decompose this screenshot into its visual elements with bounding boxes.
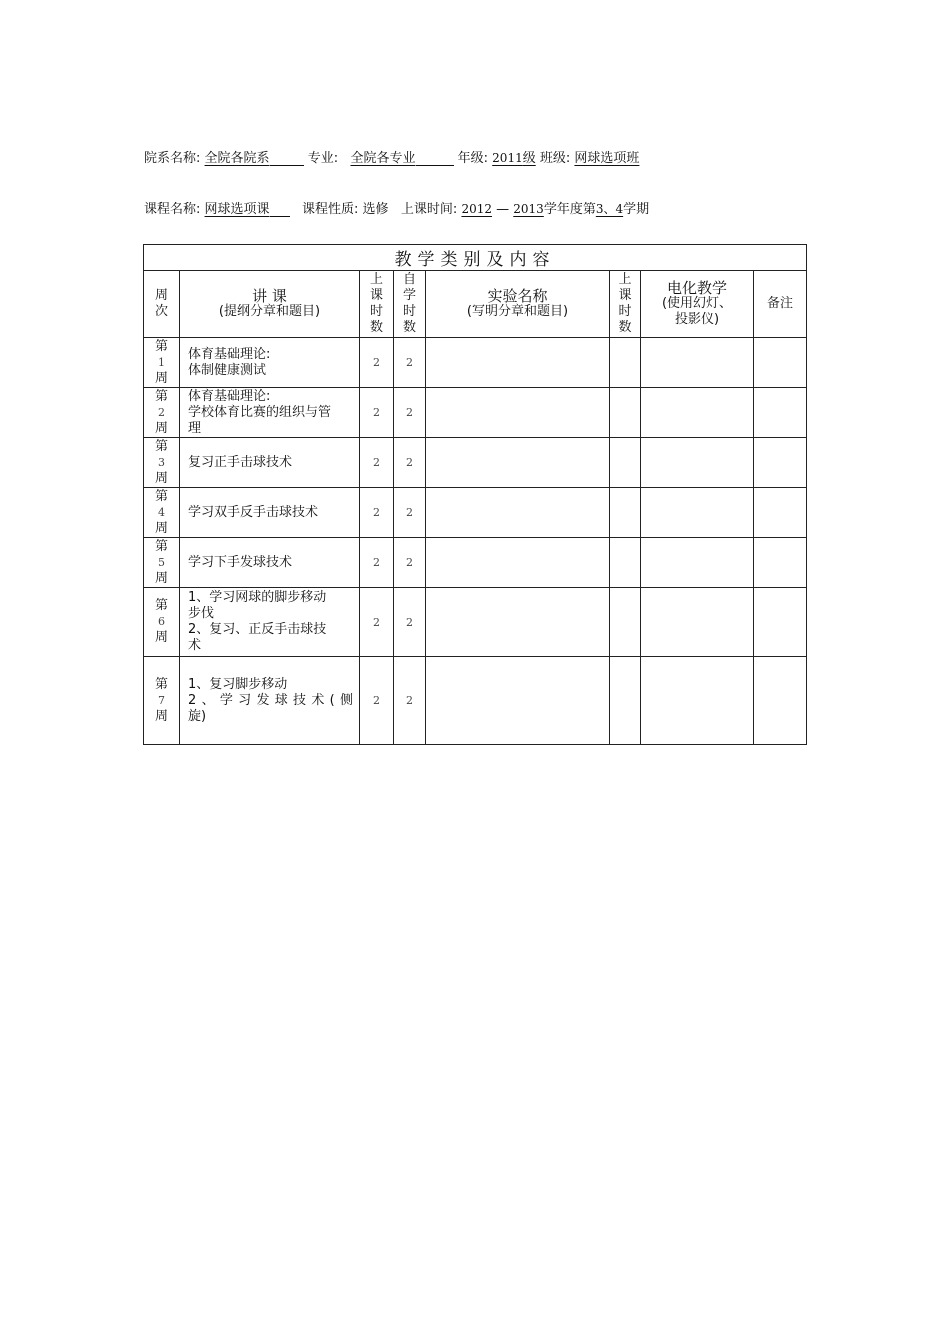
course-value: 网球选项课 — [204, 202, 270, 217]
av-cell — [641, 338, 754, 388]
lecture-cell: 体育基础理论: 学校体育比赛的组织与管 理 — [180, 388, 360, 438]
lab-hours-cell — [610, 657, 641, 745]
week-cell: 第 7 周 — [144, 657, 180, 745]
header-class-hours: 上 课 时 数 — [360, 271, 394, 338]
nature-label: 课程性质: — [301, 202, 359, 217]
notes-cell — [754, 388, 807, 438]
table-row — [144, 488, 807, 538]
class-label: 班级: — [539, 151, 571, 166]
notes-cell — [754, 338, 807, 388]
term-suffix: 学期 — [623, 202, 650, 217]
av-cell — [641, 588, 754, 657]
grade-label: 年级: — [457, 151, 489, 166]
lab-hours-cell — [610, 388, 641, 438]
major-value: 全院各专业 — [350, 151, 416, 166]
self-hours-cell: 2 — [394, 438, 426, 488]
self-hours-cell: 2 — [394, 538, 426, 588]
header-lecture: 讲 课 (提纲分章和题目) — [180, 271, 360, 338]
av-cell — [641, 538, 754, 588]
self-hours-cell: 2 — [394, 588, 426, 657]
lab-hours-cell — [610, 488, 641, 538]
class-hours-cell: 2 — [360, 438, 394, 488]
lab-cell — [426, 538, 610, 588]
av-cell — [641, 657, 754, 745]
week-cell: 第 2 周 — [144, 388, 180, 438]
week-cell: 第 4 周 — [144, 488, 180, 538]
header-line-department — [144, 149, 639, 168]
underline-blank — [270, 202, 290, 217]
self-hours-cell: 2 — [394, 488, 426, 538]
week-cell: 第 3 周 — [144, 438, 180, 488]
header-lab-hours: 上 课 时 数 — [610, 271, 641, 338]
year-start: 2012 — [461, 202, 492, 216]
lecture-cell: 1、复习脚步移动 2、学习发球技术(侧 旋) — [180, 657, 360, 745]
lab-cell — [426, 657, 610, 745]
table-row — [144, 388, 807, 438]
table-row — [144, 588, 807, 657]
lab-hours-cell — [610, 538, 641, 588]
class-hours-cell: 2 — [360, 538, 394, 588]
year-dash: — — [496, 202, 510, 217]
schedule-table — [143, 244, 807, 745]
week-cell: 第 5 周 — [144, 538, 180, 588]
class-hours-cell: 2 — [360, 588, 394, 657]
lecture-cell: 复习正手击球技术 — [180, 438, 360, 488]
year-text: 学年度第 — [543, 202, 596, 217]
av-cell — [641, 388, 754, 438]
dept-value: 全院各院系 — [204, 151, 270, 166]
lab-hours-cell — [610, 438, 641, 488]
table-row — [144, 438, 807, 488]
table-row — [144, 338, 807, 388]
underline-blank — [416, 151, 454, 166]
lecture-cell: 体育基础理论: 体制健康测试 — [180, 338, 360, 388]
av-cell — [641, 438, 754, 488]
lab-cell — [426, 438, 610, 488]
notes-cell — [754, 657, 807, 745]
self-hours-cell: 2 — [394, 338, 426, 388]
year-end: 2013 — [513, 202, 544, 216]
self-hours-cell: 2 — [394, 657, 426, 745]
major-label: 专业: — [307, 151, 339, 166]
lecture-cell: 学习双手反手击球技术 — [180, 488, 360, 538]
class-hours-cell: 2 — [360, 388, 394, 438]
table-row — [144, 538, 807, 588]
header-week: 周 次 — [144, 271, 180, 338]
lecture-cell: 1、学习网球的脚步移动 步伐 2、复习、正反手击球技 术 — [180, 588, 360, 657]
lab-hours-cell — [610, 338, 641, 388]
header-line-course — [144, 200, 649, 219]
term-numbers: 3、4 — [595, 202, 624, 216]
class-value: 网球选项班 — [574, 151, 640, 166]
header-self-study-hours: 自 学 时 数 — [394, 271, 426, 338]
nature-value: 选修 — [362, 202, 389, 217]
table-title: 教学类别及内容 — [144, 245, 807, 271]
time-label: 上课时间: — [400, 202, 458, 217]
course-label: 课程名称: — [144, 202, 201, 217]
header-notes: 备注 — [754, 271, 807, 338]
table-row — [144, 657, 807, 745]
lab-cell — [426, 338, 610, 388]
self-hours-cell: 2 — [394, 388, 426, 438]
notes-cell — [754, 538, 807, 588]
week-cell: 第 1 周 — [144, 338, 180, 388]
lab-cell — [426, 388, 610, 438]
class-hours-cell: 2 — [360, 338, 394, 388]
dept-label: 院系名称: — [144, 151, 201, 166]
av-cell — [641, 488, 754, 538]
class-hours-cell: 2 — [360, 488, 394, 538]
notes-cell — [754, 488, 807, 538]
header-av-teaching: 电化教学 (使用幻灯、 投影仪) — [641, 271, 754, 338]
grade-value: 2011 — [492, 151, 523, 165]
lecture-cell: 学习下手发球技术 — [180, 538, 360, 588]
notes-cell — [754, 588, 807, 657]
lab-cell — [426, 488, 610, 538]
header-row — [144, 271, 807, 338]
header-lab: 实验名称 (写明分章和题目) — [426, 271, 610, 338]
week-cell: 第 6 周 — [144, 588, 180, 657]
class-hours-cell: 2 — [360, 657, 394, 745]
grade-suffix: 级 — [522, 151, 536, 166]
lab-cell — [426, 588, 610, 657]
lab-hours-cell — [610, 588, 641, 657]
notes-cell — [754, 438, 807, 488]
underline-blank — [270, 151, 304, 166]
